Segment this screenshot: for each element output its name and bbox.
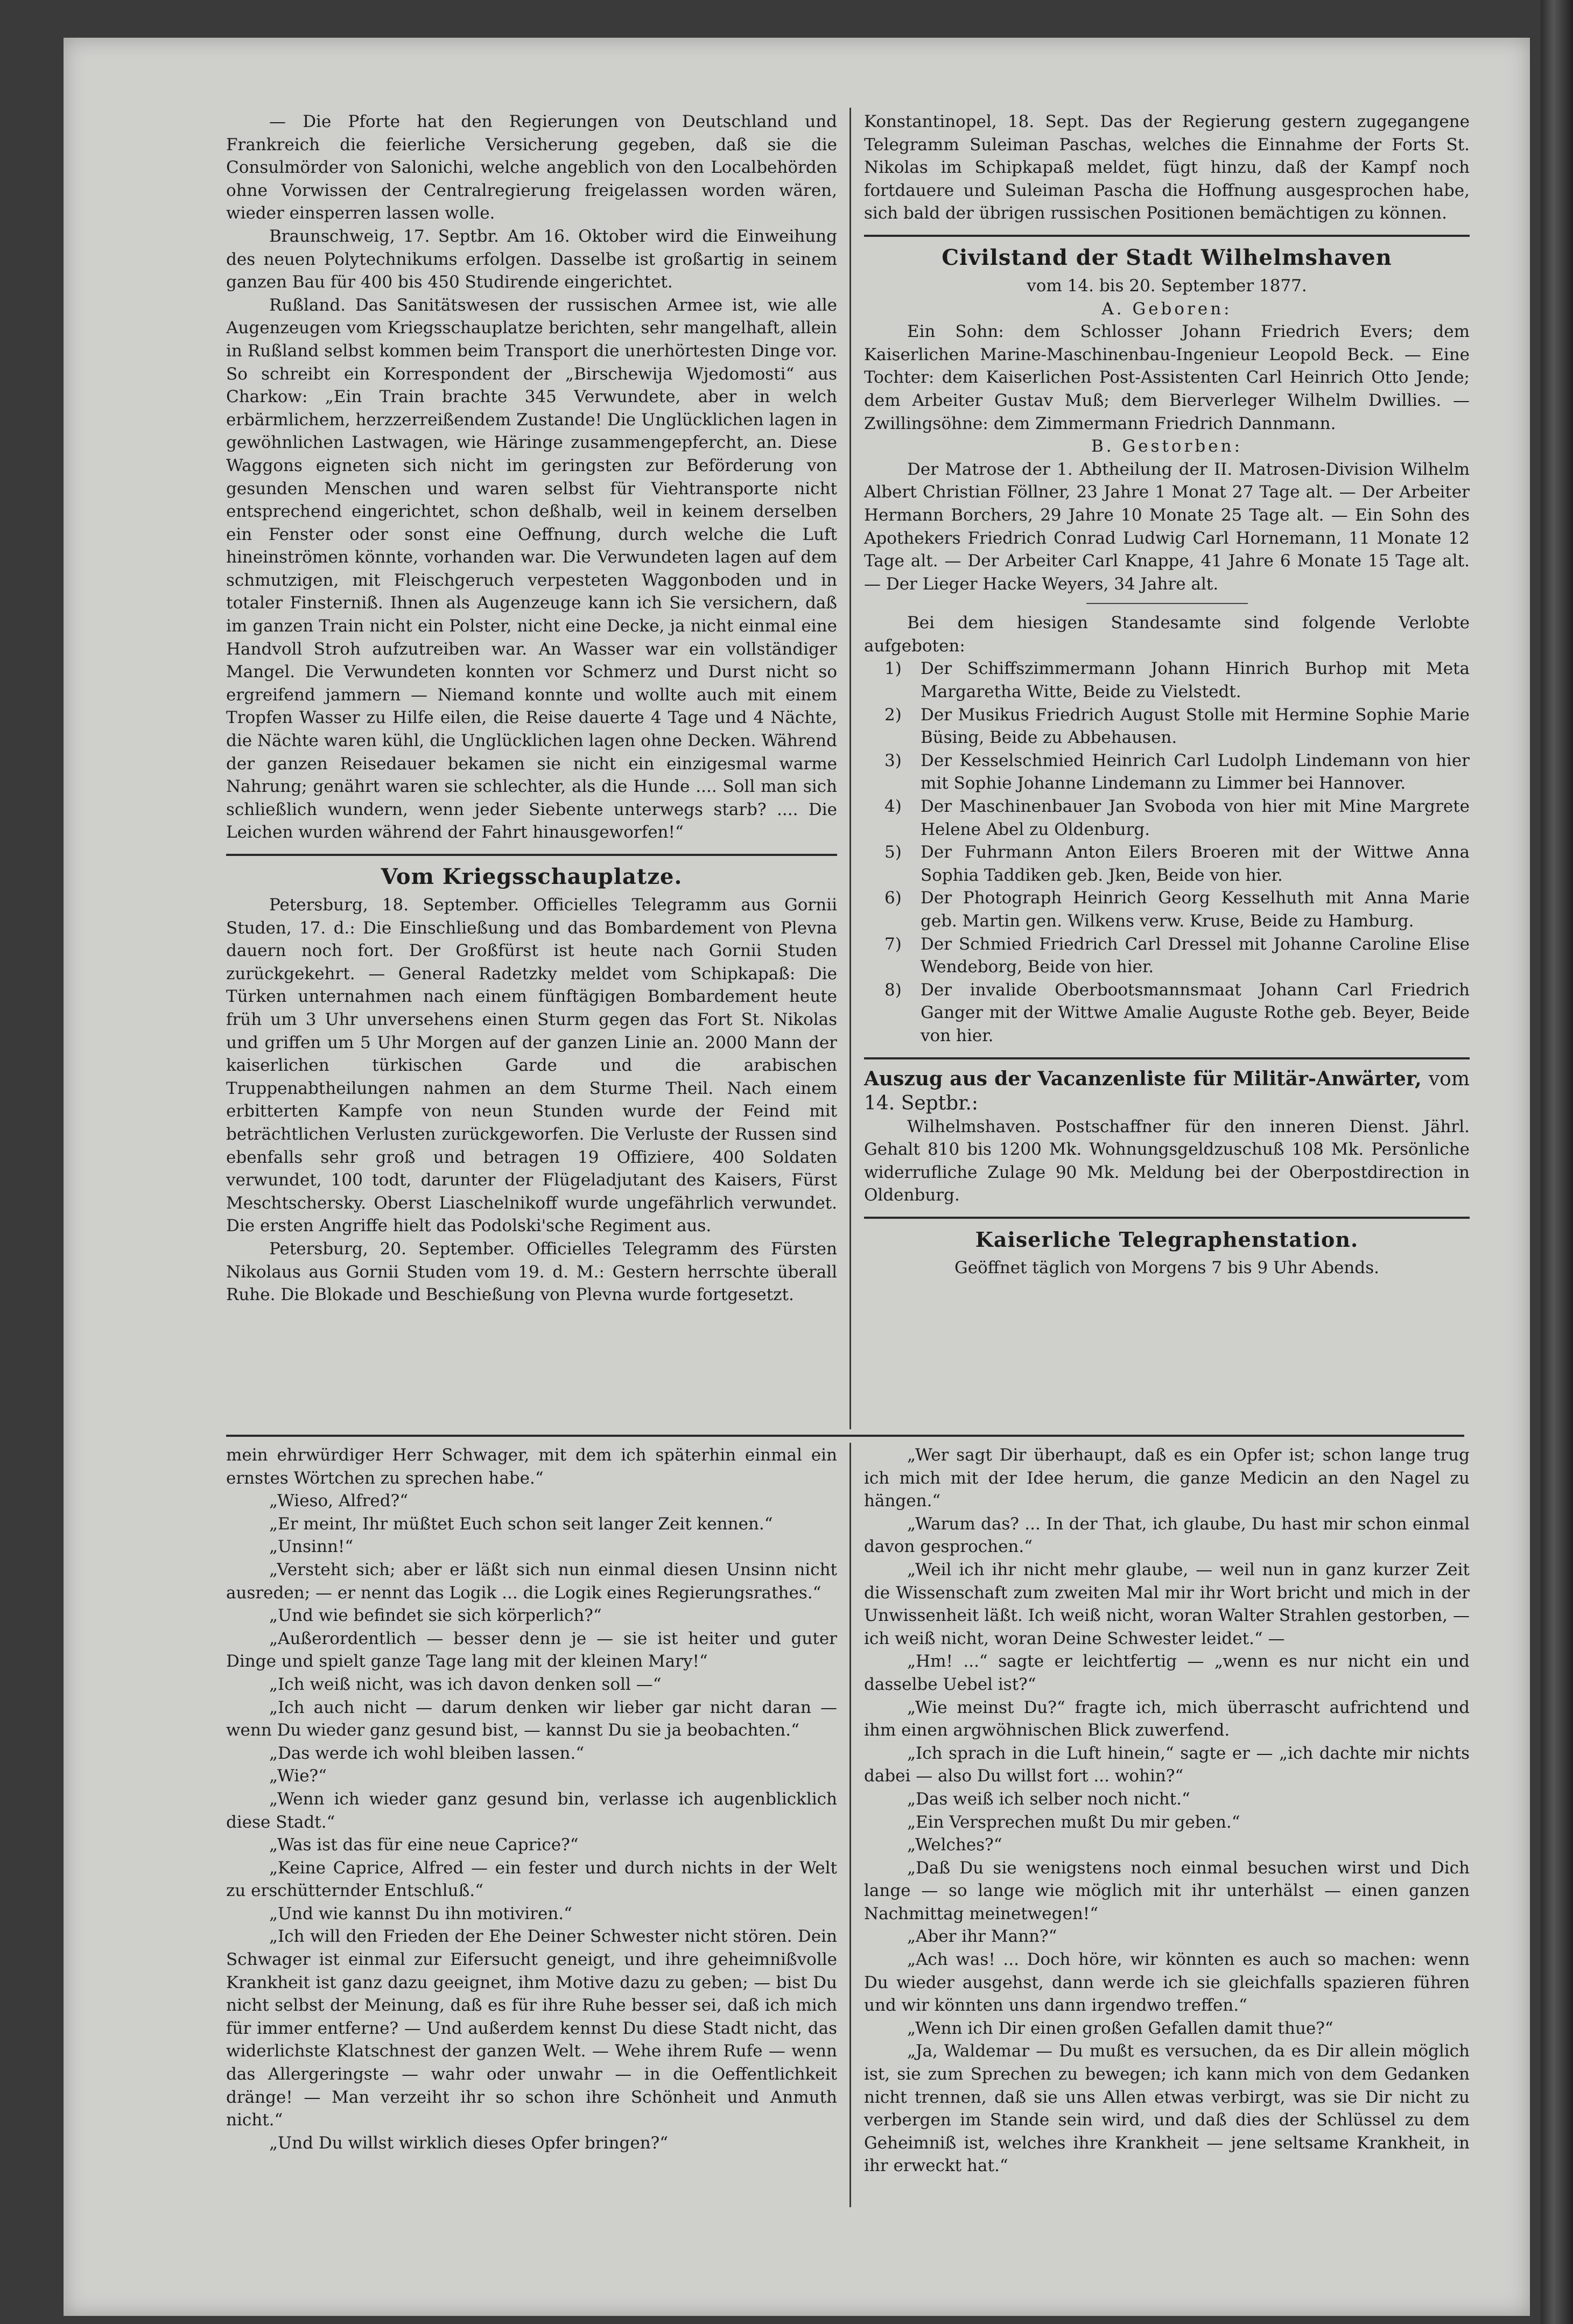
top-right-column [864,110,1470,1280]
paragraph: — Die Pforte hat den Regierungen von Deutschland und Frankreich die feierliche Versicherung gegeben, daß sie die Consulmörder von Salonichi, welche angeblich von den Localbehörden ohne Vorwissen der Centralregierung freigelassen worden wären, wieder einsperren lassen wolle. [226,112,837,223]
born-list: Ein Sohn: dem Schlosser Johann Friedrich Evers; dem Kaiserlichen Marine-Maschinenbau-Ingenieur Leopold Beck. — Eine Tochter: dem Kaiserlichen Post-Assistenten Carl Heinrich Otto Jende; dem Arbeiter Gustav Muß; dem Bierverleger Wilhelm Dwillies. — Zwillingsöhne: dem Zimmermann Friedrich Dannmann. [864,322,1470,433]
paragraph: „Wie?“ [269,1766,327,1786]
engaged-item [864,841,1470,887]
paragraph: „Hm! ...“ sagte er leichtfertig — „wenn es nur nicht ein und dasselbe Uebel ist?“ [864,1652,1470,1694]
engaged-number: 5) [884,842,902,862]
paragraph: „Ach was! ... Doch höre, wir könnten es auch so machen: wenn Du wieder ausgehst, dann werde ich sie gleichfalls spazieren führen und wir könnten uns dann irgendwo treffen.“ [864,1950,1470,2016]
paragraph: „Unsinn!“ [269,1537,354,1557]
engaged-number: 1) [884,659,902,679]
section-rule [864,1057,1470,1059]
column-divider-top [849,108,851,1429]
paragraph: „Warum das? ... In der That, ich glaube, Du hast mir schon einmal davon gesprochen.“ [864,1514,1470,1557]
section-rule [864,235,1470,237]
engaged-item [864,795,1470,841]
paragraph: „Außerordentlich — besser denn je — sie ist heiter und guter Dinge und spielt ganze Tage lang mit der kleinen Mary!“ [226,1628,837,1672]
news-items [226,110,837,844]
engaged-number: 4) [884,797,902,817]
paragraph: „Das werde ich wohl bleiben lassen.“ [269,1743,585,1763]
short-rule [1086,603,1248,604]
civil-period: vom 14. bis 20. September 1877. [1027,276,1307,296]
vacancy-text: Wilhelmshaven. Postschaffner für den inneren Dienst. Jährl. Gehalt 810 bis 1200 Mk. Wohnungsgeldzuschuß 108 Mk. Persönliche widerrufliche Zulage 90 Mk. Meldung bei der Oberpostdirection in Oldenburg. [864,1117,1470,1205]
engaged-list [864,657,1470,1047]
engaged-text: Der Musikus Friedrich August Stolle mit Hermine Sophie Marie Büsing, Beide zu Abbehausen. [921,705,1470,748]
engaged-item [864,749,1470,795]
vacancy-title [864,1067,1470,1115]
engaged-text: Der Schmied Friedrich Carl Dressel mit Johanne Caroline Elise Wendeborg, Beide von hier. [921,934,1470,977]
paragraph: mein ehrwürdiger Herr Schwager, mit dem ich späterhin einmal ein ernstes Wörtchen zu sprechen habe.“ [226,1445,837,1488]
died-heading: B. Gestorben: [1091,437,1243,457]
engaged-item [864,657,1470,703]
feuilleton-left-column [226,1444,837,2154]
engaged-text: Der Maschinenbauer Jan Svoboda von hier mit Mine Margrete Helene Abel zu Oldenburg. [921,797,1470,839]
paragraph: „Welches?“ [907,1835,1002,1855]
civil-registry-title: Civilstand der Stadt Wilhelmshaven [942,244,1392,270]
top-left-column [226,110,837,1307]
paragraph: „Das weiß ich selber noch nicht.“ [907,1789,1190,1809]
war-reports [226,894,837,1307]
engaged-number: 7) [884,934,902,954]
telegraph-title: Kaiserliche Telegraphenstation. [975,1227,1359,1252]
paragraph: „Und wie befindet sie sich körperlich?“ [269,1606,602,1626]
book-spine [1541,0,1573,2324]
engaged-item [864,704,1470,749]
engaged-text: Der Kesselschmied Heinrich Carl Ludolph Lindemann von hier mit Sophie Johanne Lindemann zu Limmer bei Hannover. [921,750,1470,794]
paragraph: „Wenn ich Dir einen großen Gefallen damit thue?“ [907,2018,1333,2038]
engaged-text: Der Fuhrmann Anton Eilers Broeren mit der Wittwe Anna Sophia Taddiken geb. Jken, Beide von hier. [921,842,1470,885]
paragraph: „Ich auch nicht — darum denken wir lieber gar nicht daran — wenn Du wieder ganz gesund bist, — kannst Du sie ja beobachten.“ [226,1697,837,1740]
paragraph: „Er meint, Ihr müßtet Euch schon seit langer Zeit kennen.“ [269,1514,773,1534]
paragraph: „Ja, Waldemar — Du mußt es versuchen, da es Dir allein möglich ist, sie zum Sprechen zu bewegen; ich kann mich von dem Gedanken nicht trennen, daß sie uns Allen etwas verbirgt, was sie Dir nicht zu verbergen im Stande sein wird, und daß dies der Schlüssel zu dem Geheimniß ist, welches ihre Krankheit — jene seltsame Krankheit, in ihr erweckt hat.“ [864,2041,1470,2176]
paragraph: „Ich weiß nicht, was ich davon denken soll —“ [269,1674,662,1694]
paragraph: Petersburg, 18. September. Officielles Telegramm aus Gornii Studen, 17. d.: Die Einschließung und das Bombardement von Plevna dauern noch fort. Der Großfürst ist heute nach Gornii Studen zurückgekehrt. — General Radetzky meldet vom Schipkapaß: Die Türken unternahmen nach einem fünftägigen Bombardement heute früh um 3 Uhr unversehens einen Sturm gegen das Fort St. Nikolas und griffen um 5 Uhr Morgen auf der ganzen Linie an. 2000 Mann der kaiserlichen türkischen Garde und die arabischen Truppenabtheilungen nahmen an dem Sturme Theil. Nach einem erbitterten Kampfe von neun Stunden wurde der Feind mit beträchtlichen Verlusten zurückgeworfen. Die Verluste der Russen sind ebenfalls sehr groß und betragen 19 Offiziere, 400 Soldaten verwundet, 100 todt, darunter der Flügeladjutant des Kaisers, Fürst Meschtschersky. Oberst Liaschelnikoff wurde ungefährlich verwundet. Die ersten Angriffe hielt das Podolski'sche Regiment aus. [226,895,837,1236]
engaged-text: Der Schiffszimmermann Johann Hinrich Burhop mit Meta Margaretha Witte, Beide zu Vielstedt. [921,659,1470,702]
feuilleton-rule [226,1435,1464,1437]
paragraph: „Keine Caprice, Alfred — ein fester und durch nichts in der Welt zu erschütternder Entschluß.“ [226,1858,837,1901]
paragraph: „Ich will den Frieden der Ehe Deiner Schwester nicht stören. Dein Schwager ist einmal zur Eifersucht geneigt, und ihre geheimnißvolle Krankheit ist ganz dazu geeignet, ihm Motive dazu zu geben; — bist Du nicht selbst der Meinung, daß es für ihre Ruhe besser sei, daß ich mich für immer entferne? — Und außerdem kennst Du diese Stadt nicht, das widerlichste Klatschnest der ganzen Welt. — Wehe ihrem Rufe — wenn das Allergeringste — wahr oder unwahr — in die Oeffentlichkeit dränge! — Man verzeiht ihr so schon ihre Schönheit und Anmuth nicht.“ [226,1927,837,2130]
feuilleton-right-column [864,1444,1470,2178]
died-list: Der Matrose der 1. Abtheilung der II. Matrosen-Division Wilhelm Albert Christian Föllner, 23 Jahre 1 Monat 27 Tage alt. — Der Arbeiter Hermann Borchers, 29 Jahre 10 Monate 25 Tage alt. — Ein Sohn des Apothekers Friedrich Conrad Ludwig Carl Hornemann, 11 Monate 12 Tage alt. — Der Arbeiter Carl Knappe, 41 Jahre 6 Monate 15 Tage alt. — Der Lieger Hacke Weyers, 34 Jahre alt. [864,459,1470,594]
paragraph: „Aber ihr Mann?“ [907,1927,1057,1947]
paragraph: Braunschweig, 17. Septbr. Am 16. Oktober wird die Einweihung des neuen Polytechnikums erfolgen. Dasselbe ist großartig in seinem ganzen Bau für 400 bis 450 Studirende eingerichtet. [226,226,837,292]
engaged-item [864,887,1470,932]
paragraph: „Wie meinst Du?“ fragte ich, mich überrascht aufrichtend und ihm einen argwöhnischen Blick zuwerfend. [864,1697,1470,1740]
paragraph: „Ich sprach in die Luft hinein,“ sagte er — „ich dachte mir nichts dabei — also Du willst fort ... wohin?“ [864,1743,1470,1786]
paragraph: „Und Du willst wirklich dieses Opfer bringen?“ [269,2133,669,2153]
engaged-number: 6) [884,888,902,908]
paragraph: „Was ist das für eine neue Caprice?“ [269,1835,579,1855]
paragraph: Petersburg, 20. September. Officielles Telegramm des Fürsten Nikolaus aus Gornii Studen vom 19. d. M.: Gestern herrschte überall Ruhe. Die Blokade und Beschießung von Plevna wurde fortgesetzt. [226,1239,837,1305]
paragraph: „Ein Versprechen mußt Du mir geben.“ [907,1812,1240,1832]
paragraph: „Weil ich ihr nicht mehr glaube, — weil nun in ganz kurzer Zeit die Wissenschaft zum zweiten Mal mir ihr Wort bricht und mich in der Unwissenheit läßt. Ich weiß nicht, woran Walter Strahlen gestorben, — ich weiß nicht, woran Deine Schwester leidet.“ — [864,1560,1470,1648]
constantinople-report: Konstantinopel, 18. Sept. Das der Regierung gestern zugegangene Telegramm Suleiman Paschas, welches die Einnahme der Forts St. Nikolas im Schipkapaß meldet, fügt hinzu, daß der Kampf noch fortdauere und Suleiman Pascha die Hoffnung ausgesprochen habe, sich bald der übrigen russischen Positionen bemächtigen zu können. [864,112,1470,223]
column-divider-bottom [849,1443,851,2207]
section-rule [864,1217,1470,1219]
vacancy-date: vom 14. Septbr.: [864,1068,1470,1114]
engaged-number: 8) [884,980,902,1000]
war-section-title: Vom Kriegsschauplatze. [381,864,683,889]
vacancy-title-text: Auszug aus der Vacanzenliste für Militär-Anwärter, [864,1067,1422,1090]
engaged-number: 3) [884,750,902,770]
paragraph: „Wieso, Alfred?“ [269,1491,409,1511]
section-rule [226,854,837,856]
engaged-item [864,979,1470,1048]
paragraph: „Und wie kannst Du ihn motiviren.“ [269,1904,572,1923]
engaged-text: Der invalide Oberbootsmannsmaat Johann Carl Friedrich Ganger mit der Wittwe Amalie Auguste Rothe geb. Beyer, Beide von hier. [921,980,1470,1045]
born-heading: A. Geboren: [1101,299,1232,319]
paragraph: „Wer sagt Dir überhaupt, daß es ein Opfer ist; schon lange trug ich mich mit der Idee herum, die ganze Medicin an den Nagel zu hängen.“ [864,1445,1470,1511]
paragraph: Rußland. Das Sanitätswesen der russischen Armee ist, wie alle Augenzeugen vom Kriegsschauplatze berichten, sehr mangelhaft, allein in Rußland selbst kommen beim Transport die unerhörtesten Dinge vor. So schreibt ein Korrespondent der „Birschewija Wjedomosti“ aus Charkow: „Ein Train brachte 345 Verwundete, aber in welch erbärmlichem, herzzerreißendem Zustande! Die Unglücklichen lagen in gewöhnlichen Lastwagen, wie Häringe zusammengepfercht, an. Diese Waggons eigneten sich nicht im geringsten zur Beförderung von gesunden Menschen und waren selbst für Viehtransporte nicht entsprechend eingerichtet, schon deßhalb, weil in keinem derselben ein Fenster oder sonst eine Oeffnung, durch welche die Luft hineinströmen könnte, vorhanden war. Die Verwundeten lagen auf dem schmutzigen, mit Fleischgeruch verpesteten Waggonboden und in totaler Finsterniß. Ihnen als Augenzeuge kann ich Sie versichern, daß im ganzen Train nicht ein Polster, nicht eine Decke, ja nicht einmal eine Handvoll Stroh aufzutreiben war. An Wasser war ein vollständiger Mangel. Die Verwundeten konnten vor Schmerz und Durst nicht so ergreifend jammern — Niemand konnte und wollte auch mit einem Tropfen Wasser zu Hilfe eilen, die Reise dauerte 4 Tage und 4 Nächte, die Nächte waren kühl, die Unglücklichen lagen ohne Decken. Während der ganzen Reisedauer bekamen sie nicht ein einzigesmal warme Nahrung; genährt waren sie schlechter, als die Hunde .... Soll man sich schließlich wundern, wenn jeder Siebente unterwegs starb? .... Die Leichen wurden während der Fahrt hinausgeworfen!“ [226,295,837,842]
paragraph: „Wenn ich wieder ganz gesund bin, verlasse ich augenblicklich diese Stadt.“ [226,1789,837,1832]
engaged-item [864,933,1470,979]
paragraph: „Daß Du sie wenigstens noch einmal besuchen wirst und Dich lange — so lange wie möglich mit ihr unterhälst — einen ganzen Nachmittag meinetwegen!“ [864,1858,1470,1923]
engaged-text: Der Photograph Heinrich Georg Kesselhuth mit Anna Marie geb. Martin gen. Wilkens verw. Kruse, Beide zu Hamburg. [921,888,1470,931]
engaged-number: 2) [884,705,902,725]
engaged-intro: Bei dem hiesigen Standesamte sind folgende Verlobte aufgeboten: [864,613,1470,656]
paragraph: „Versteht sich; aber er läßt sich nun einmal diesen Unsinn nicht ausreden; — er nennt das Logik ... die Logik eines Regierungsrathes.“ [226,1560,837,1603]
telegraph-hours: Geöffnet täglich von Morgens 7 bis 9 Uhr Abends. [954,1258,1379,1277]
